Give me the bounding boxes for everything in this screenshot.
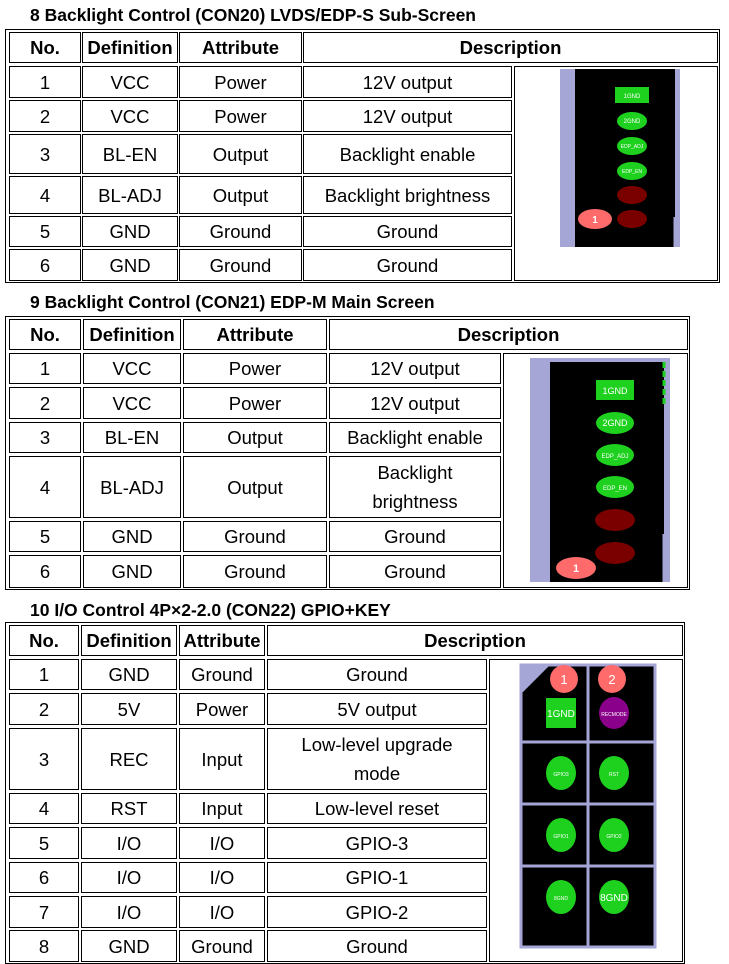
pin-6-label: GPIO2 (606, 834, 622, 840)
cell-attribute: I/O (179, 896, 265, 928)
cell-description: Ground (267, 930, 487, 962)
header-description: Description (329, 319, 688, 350)
cell-description: Ground (267, 659, 487, 690)
cell-description: Backlight enable (329, 422, 501, 453)
header-definition: Definition (82, 32, 178, 63)
cell-definition: GND (83, 521, 181, 552)
cell-no: 2 (9, 693, 79, 725)
header-attribute: Attribute (179, 625, 265, 656)
pin-3-label: EDP_ADJ (601, 454, 629, 460)
pin-4-label: EDP_EN (621, 169, 643, 175)
cell-description: GPIO-2 (267, 896, 487, 928)
con20-pcb-diagram (515, 67, 717, 280)
pin-8-label: 8GND (600, 893, 628, 904)
cell-no: 5 (9, 827, 79, 859)
pin-2-marker-label: 2 (608, 672, 616, 687)
cell-attribute: Input (179, 793, 265, 824)
cell-description: Low-level reset (267, 793, 487, 824)
connector-diagram-cell (514, 66, 718, 281)
cell-attribute: Ground (183, 521, 327, 552)
cell-description: Low-level upgrade mode (267, 728, 487, 790)
cell-attribute: Output (183, 422, 327, 453)
pin-3-label: GPIO3 (553, 772, 569, 778)
pin-1-label: 1GND (623, 94, 641, 100)
cell-definition: BL-ADJ (82, 176, 178, 214)
pin-1-marker-label: 1 (592, 215, 598, 226)
cell-description: Ground (303, 216, 512, 247)
cell-attribute: Ground (183, 555, 327, 588)
pin-6-pad (595, 542, 635, 564)
cell-definition: GND (81, 930, 177, 962)
cell-description: Backlight brightness (303, 176, 512, 214)
section-title: 10 I/O Control 4P×2-2.0 (CON22) GPIO+KEY (30, 600, 391, 620)
cell-attribute: Ground (179, 930, 265, 962)
cell-definition: GND (83, 555, 181, 588)
cell-description: Ground (329, 555, 501, 588)
pin-7-label: 8GND (554, 896, 568, 902)
header-definition: Definition (83, 319, 181, 350)
cell-description: GPIO-3 (267, 827, 487, 859)
cell-no: 7 (9, 896, 79, 928)
cell-no: 6 (9, 555, 81, 588)
cell-no: 6 (9, 862, 79, 893)
cell-description: 12V output (329, 353, 501, 384)
cell-no: 4 (9, 793, 79, 824)
cell-description: GPIO-1 (267, 862, 487, 893)
cell-no: 2 (9, 387, 81, 419)
cell-no: 1 (9, 659, 79, 690)
header-no: No. (9, 625, 79, 656)
header-definition: Definition (81, 625, 177, 656)
cell-definition: I/O (81, 862, 177, 893)
cell-attribute: Output (179, 176, 302, 214)
cell-definition: REC (81, 728, 177, 790)
cell-no: 1 (9, 66, 81, 98)
pin-6-pad (617, 210, 647, 228)
pin-5-label: GPIO1 (553, 834, 569, 840)
pin-5-pad (595, 509, 635, 531)
cell-attribute: Power (183, 353, 327, 384)
pin-4-label: EDP_EN (602, 486, 628, 492)
cell-no: 8 (9, 930, 79, 962)
header-attribute: Attribute (179, 32, 302, 63)
cell-attribute: Power (179, 693, 265, 725)
header-no: No. (9, 32, 81, 63)
cell-definition: I/O (81, 827, 177, 859)
cell-no: 2 (9, 100, 81, 132)
cell-attribute: I/O (179, 827, 265, 859)
header-no: No. (9, 319, 81, 350)
cell-definition: GND (81, 659, 177, 690)
cell-definition: VCC (82, 66, 178, 98)
pin-2-label: 2GND (602, 418, 628, 428)
cell-attribute: Output (183, 456, 327, 518)
cell-no: 6 (9, 249, 81, 281)
pin-4-label: RST (609, 772, 619, 778)
cell-description: Ground (329, 521, 501, 552)
cell-definition: I/O (81, 896, 177, 928)
cell-attribute: Ground (179, 659, 265, 690)
section-title: 8 Backlight Control (CON20) LVDS/EDP-S Sub-Screen (30, 5, 476, 25)
cell-description: 12V output (303, 66, 512, 98)
pin-1-label: 1GND (602, 386, 628, 396)
pinout-table (5, 316, 690, 590)
header-description: Description (267, 625, 683, 656)
cell-description: 12V output (329, 387, 501, 419)
con22-pcb-diagram (490, 660, 682, 961)
pin-5-pad (617, 186, 647, 204)
pin-2-label: RECMODE (601, 712, 627, 718)
connector-diagram-cell (503, 353, 688, 588)
cell-description: Ground (303, 249, 512, 281)
cell-description: Backlight enable (303, 134, 512, 174)
pin-2-label: 2GND (623, 119, 641, 125)
cell-no: 4 (9, 176, 81, 214)
cell-attribute: Input (179, 728, 265, 790)
cell-description: 12V output (303, 100, 512, 132)
cell-attribute: Power (183, 387, 327, 419)
cell-no: 3 (9, 422, 81, 453)
cell-description: Backlight brightness (329, 456, 501, 518)
cell-definition: BL-ADJ (83, 456, 181, 518)
pinout-table (5, 29, 720, 283)
cell-no: 4 (9, 456, 81, 518)
cell-attribute: Ground (179, 249, 302, 281)
cell-attribute: Power (179, 100, 302, 132)
cell-no: 1 (9, 353, 81, 384)
cell-definition: BL-EN (83, 422, 181, 453)
pin-3-label: EDP_ADJ (620, 144, 644, 150)
cell-no: 5 (9, 521, 81, 552)
section-title: 9 Backlight Control (CON21) EDP-M Main Screen (30, 292, 435, 312)
cell-no: 3 (9, 728, 79, 790)
cell-attribute: Output (179, 134, 302, 174)
pin-1-marker-label: 1 (560, 672, 568, 687)
cell-definition: VCC (83, 353, 181, 384)
cell-definition: VCC (82, 100, 178, 132)
cell-no: 5 (9, 216, 81, 247)
cell-attribute: Ground (179, 216, 302, 247)
cell-attribute: Power (179, 66, 302, 98)
header-description: Description (303, 32, 718, 63)
pinout-table (5, 622, 685, 964)
header-attribute: Attribute (183, 319, 327, 350)
pin-1-marker-label: 1 (572, 563, 580, 575)
connector-diagram-cell (489, 659, 683, 962)
pin-1-label: 1GND (547, 709, 575, 720)
cell-definition: BL-EN (82, 134, 178, 174)
cell-attribute: I/O (179, 862, 265, 893)
cell-definition: GND (82, 216, 178, 247)
cell-definition: VCC (83, 387, 181, 419)
con21-pcb-diagram (504, 354, 687, 587)
cell-definition: RST (81, 793, 177, 824)
cell-no: 3 (9, 134, 81, 174)
cell-description: 5V output (267, 693, 487, 725)
cell-definition: 5V (81, 693, 177, 725)
cell-definition: GND (82, 249, 178, 281)
